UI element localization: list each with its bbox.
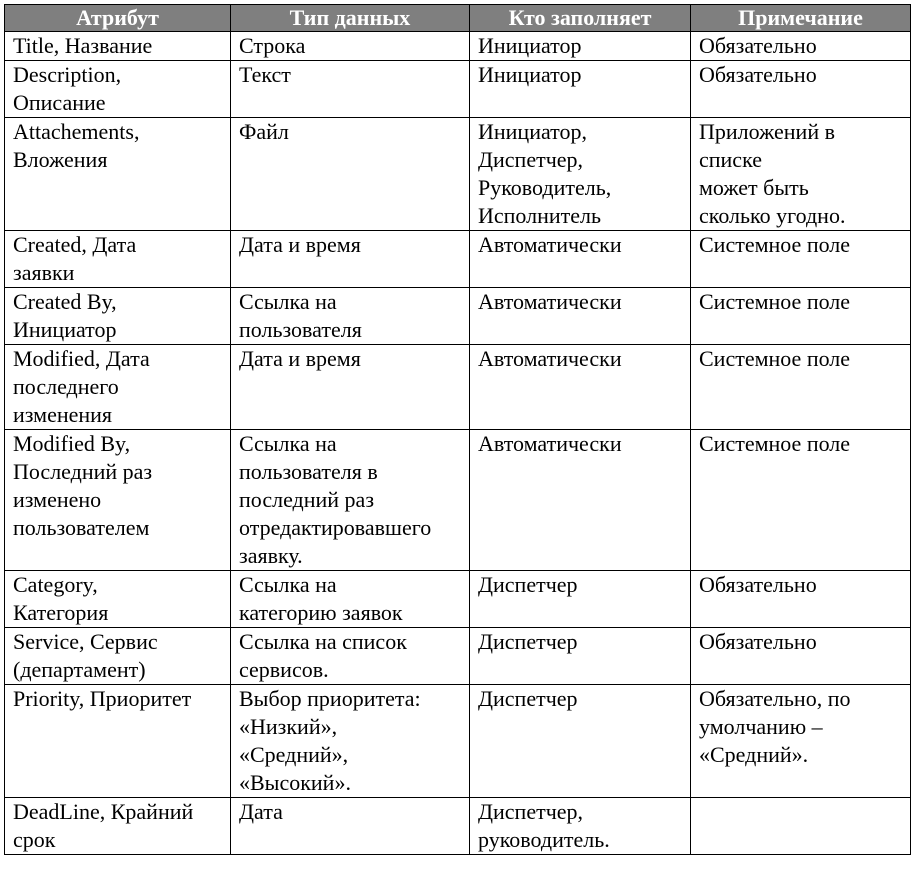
cell-filled-by	[470, 118, 691, 231]
table-row	[5, 32, 911, 61]
cell-text: DeadLine, Крайний срок	[13, 799, 194, 852]
cell-attribute	[5, 685, 231, 798]
cell-attribute	[5, 231, 231, 288]
cell-attribute	[5, 118, 231, 231]
cell-text: Created By, Инициатор	[13, 289, 117, 342]
cell-text: Priority, Приоритет	[13, 686, 192, 711]
cell-text: Ссылка на пользователя в последний раз отредактировавшего заявку.	[239, 431, 432, 568]
cell-filled-by	[470, 628, 691, 685]
table-row	[5, 571, 911, 628]
cell-note	[691, 231, 911, 288]
header-filled-by: Кто заполняет	[470, 5, 691, 32]
cell-text: Service, Сервис (департамент)	[13, 629, 158, 682]
table-row	[5, 118, 911, 231]
cell-text: Автоматически	[478, 346, 622, 371]
cell-text: Системное поле	[699, 431, 851, 456]
cell-filled-by	[470, 231, 691, 288]
cell-filled-by	[470, 685, 691, 798]
cell-text: Modified, Дата последнего изменения	[13, 346, 150, 427]
cell-text: Обязательно, по умолчанию – «Средний».	[699, 686, 851, 767]
cell-attribute	[5, 430, 231, 571]
cell-filled-by	[470, 32, 691, 61]
cell-filled-by	[470, 571, 691, 628]
cell-text: Обязательно	[699, 33, 817, 58]
cell-text: Диспетчер	[478, 686, 578, 711]
cell-attribute	[5, 798, 231, 855]
table-row	[5, 61, 911, 118]
cell-note	[691, 628, 911, 685]
cell-data-type	[231, 571, 470, 628]
table-row	[5, 231, 911, 288]
cell-text: Текст	[239, 62, 291, 87]
cell-text: Ссылка на пользователя	[239, 289, 362, 342]
cell-data-type	[231, 288, 470, 345]
cell-text: Обязательно	[699, 629, 817, 654]
cell-text: Строка	[239, 33, 306, 58]
header-note: Примечание	[691, 5, 911, 32]
cell-text: Автоматически	[478, 289, 622, 314]
cell-text: Category, Категория	[13, 572, 109, 625]
header-attribute: Атрибут	[5, 5, 231, 32]
cell-text: Ссылка на список сервисов.	[239, 629, 407, 682]
cell-attribute	[5, 345, 231, 430]
cell-text: Инициатор	[478, 33, 582, 58]
header-data-type: Тип данных	[231, 5, 470, 32]
cell-data-type	[231, 61, 470, 118]
cell-text: Attachements, Вложения	[13, 119, 140, 172]
table-row	[5, 685, 911, 798]
cell-text: Description, Описание	[13, 62, 122, 115]
table-row	[5, 628, 911, 685]
cell-text: Дата	[239, 799, 283, 824]
cell-text: Автоматически	[478, 232, 622, 257]
cell-data-type	[231, 628, 470, 685]
cell-text: Обязательно	[699, 572, 817, 597]
cell-note	[691, 288, 911, 345]
cell-data-type	[231, 118, 470, 231]
cell-filled-by	[470, 345, 691, 430]
cell-text: Обязательно	[699, 62, 817, 87]
cell-text: Дата и время	[239, 346, 361, 371]
cell-data-type	[231, 345, 470, 430]
cell-text: Системное поле	[699, 232, 851, 257]
cell-note	[691, 345, 911, 430]
cell-attribute	[5, 571, 231, 628]
cell-text: Created, Дата заявки	[13, 232, 137, 285]
cell-note	[691, 32, 911, 61]
cell-text: Дата и время	[239, 232, 361, 257]
cell-text: Автоматически	[478, 431, 622, 456]
cell-data-type	[231, 430, 470, 571]
cell-note	[691, 430, 911, 571]
cell-text: Инициатор, Диспетчер, Руководитель, Исполнитель	[478, 119, 612, 228]
table-row	[5, 798, 911, 855]
cell-text: Диспетчер	[478, 572, 578, 597]
cell-text: Инициатор	[478, 62, 582, 87]
cell-note	[691, 61, 911, 118]
cell-filled-by	[470, 430, 691, 571]
cell-text: Системное поле	[699, 346, 851, 371]
cell-text: Выбор приоритета: «Низкий», «Средний», «Высокий».	[239, 686, 421, 795]
cell-text: Файл	[239, 119, 289, 144]
table-row	[5, 430, 911, 571]
cell-data-type	[231, 685, 470, 798]
table-row	[5, 288, 911, 345]
cell-text: Title, Название	[13, 33, 153, 58]
cell-note	[691, 571, 911, 628]
cell-attribute	[5, 32, 231, 61]
table-row	[5, 345, 911, 430]
cell-attribute	[5, 61, 231, 118]
cell-filled-by	[470, 288, 691, 345]
cell-data-type	[231, 798, 470, 855]
cell-data-type	[231, 231, 470, 288]
cell-attribute	[5, 288, 231, 345]
cell-text: Диспетчер	[478, 629, 578, 654]
cell-filled-by	[470, 798, 691, 855]
cell-note	[691, 118, 911, 231]
cell-note	[691, 685, 911, 798]
cell-text: Modified By, Последний раз изменено пользователем	[13, 431, 153, 540]
cell-note	[691, 798, 911, 855]
cell-text: Приложений в списке может быть сколько угодно.	[699, 119, 846, 228]
table-header-row	[5, 5, 911, 32]
cell-text: Системное поле	[699, 289, 851, 314]
attributes-table	[4, 4, 911, 855]
cell-text: Диспетчер, руководитель.	[478, 799, 610, 852]
cell-data-type	[231, 32, 470, 61]
cell-text: Ссылка на категорию заявок	[239, 572, 403, 625]
cell-attribute	[5, 628, 231, 685]
cell-filled-by	[470, 61, 691, 118]
table-body	[5, 32, 911, 855]
